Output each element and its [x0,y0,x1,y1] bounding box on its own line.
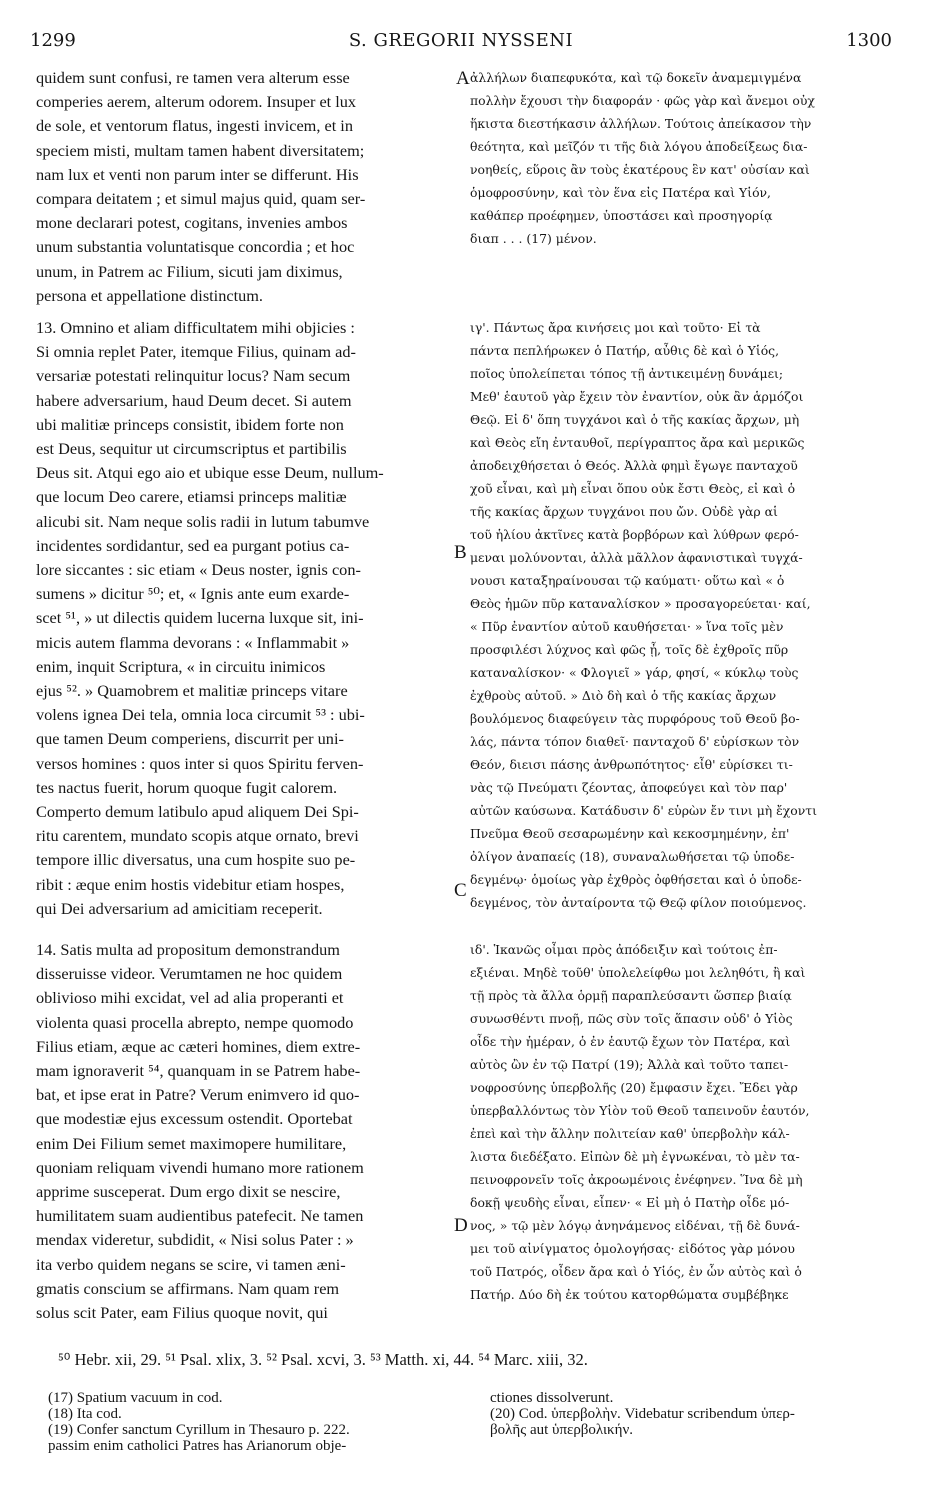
text-line: tempore illic diversatus, una cum hospite suo pe- [36,850,356,870]
margin-letter-d: D [454,1215,468,1236]
text-line: τῇ πρὸς τὰ ἄλλα ὁρμῇ παραπλεύσαντι ὥσπερ βιαίᾳ [470,988,792,1003]
text-line: νὰς τῷ Πνεύματι ζέοντας, ἀποφεύγει καὶ τὸν παρ' [470,780,788,795]
text-line: ὁμοφροσύνην, καὶ τὸν ἕνα εἰς Πατέρα καὶ Υἱόν, [470,185,771,200]
text-line: est Deus, sequitur ut circumscriptus et partibilis [36,439,347,459]
greek-paragraph-1 [470,66,892,250]
text-line: καθάπερ προέφημεν, ὑποστάσει καὶ προσηγορίᾳ [470,208,773,223]
text-line: violenta quasi procella abrepto, nempe quomodo [36,1012,354,1032]
text-line: gmatis conscium se affirmans. Nam quam rem [36,1278,340,1298]
text-line: προσφιλέσι λύχνος καὶ φῶς ᾖ, τοῖς δὲ ἐχθροῖς πῦρ [470,642,789,657]
text-line: καταναλίσκον· « Φλογιεῖ » γάρ, φησί, « κύκλῳ τοὺς [470,665,799,680]
text-line: λιστα διεδέξατο. Εἰπὼν δὲ μὴ ἐγνωκέναι, τὸ μὲν τα- [470,1149,800,1164]
text-line: Θεῷ. Εἰ δ' ὅπη τυγχάνοι καὶ ὁ τῆς κακίας ἄρχων, μὴ [470,412,800,427]
text-line: ἐχθροὺς αὐτοῦ. » Διὸ δὴ καὶ ὁ τῆς κακίας ἄρχων [470,688,777,703]
text-line: scet ⁵¹, » ut dilectis quidem lucerna luxque sit, ini- [36,608,364,628]
latin-paragraph-14 [36,938,456,1325]
text-line: νος, » τῷ μὲν λόγῳ ἀνηνάμενος εἰδέναι, τῇ δὲ δυνά- [470,1218,800,1233]
text-line: apprime susceperat. Dum ergo dixit se nescire, [36,1182,341,1202]
text-line: νοηθείς, εὕροις ἂν τοὺς ἑκατέρους ἓν κατ' οὐσίαν καὶ [470,162,810,177]
text-line: συνωσθέντι πνοῇ, πῶς σὺν τοῖς ἅπασιν οὐδ' ὁ Υἱὸς [470,1011,793,1026]
text-line: micis autem flamma devorans : « Inflammabit » [36,632,350,652]
margin-letter-c: C [454,880,467,901]
text-line: disseruisse videor. Verumtamen ne hoc quidem [36,964,343,984]
text-line: Πνεῦμα Θεοῦ σεσαρωμένην καὶ κεκοσμημένην, ἐπ' [470,826,790,841]
text-line: ὀλίγον ἀναπαείς (18), συναναλωθήσεται τῷ ὑποδε- [470,849,795,864]
text-line: (17) Spatium vacuum in cod. [48,1390,223,1406]
text-line: καὶ Θεὸς εἴη ἐνταυθοῖ, περίγραπτος ἄρα καὶ μερικῶς [470,435,805,450]
text-line: αὐτὸς ὢν ἐν τῷ Πατρί (19); Ἀλλὰ καὶ τοῦτο ταπει- [470,1057,789,1072]
text-line: Deus sit. Atqui ego aio et ubique esse Deum, nullum- [36,463,384,483]
text-line: πάντα πεπλήρωκεν ὁ Πατήρ, αὖθις δὲ καὶ ὁ Υἱός, [470,343,780,358]
text-line: ita verbo quidem negans se scire, vi tamen æni- [36,1254,346,1274]
text-line: 14. Satis multa ad propositum demonstrandum [36,940,340,959]
text-line: (18) Ita cod. [48,1406,122,1422]
text-line: speciem misti, multam tamen habent diversitatem; [36,140,365,160]
text-line: incidentes sordidantur, sed ea purgant potius ca- [36,535,350,555]
text-line: πεινοφρονεῖν τοῖς ἀκροωμένοις ἐνέφηνεν. Ἵνα δὲ μὴ [470,1172,803,1187]
text-line: sumens » dicitur ⁵⁰; et, « Ignis ante eum exarde- [36,584,350,604]
text-line: ubi malitiæ princeps consistit, ibidem forte non [36,414,344,434]
text-line: ἀποδειχθήσεται ὁ Θεός. Ἀλλὰ φημὶ ἔγωγε πανταχοῦ [470,458,798,473]
text-line: que tamen Deum comperiens, discurrit per uni- [36,729,344,749]
text-line: τοῦ Πατρός, οἶδεν ἄρα καὶ ὁ Υἱός, ἐν ὧν αὐτὸς καὶ ὁ [470,1264,802,1279]
text-line: mendax videretur, subdidit, « Nisi solus Pater : » [36,1230,354,1250]
text-line: ctiones dissolverunt. [490,1390,614,1406]
text-line: comperies aerem, alterum odorem. Insuper et lux [36,92,357,112]
latin-paragraph-13 [36,316,456,921]
text-line: solus scit Pater, eam Filius quoque novit, qui [36,1303,328,1323]
text-line: enim Dei Filium semet maximopere humilitare, [36,1133,347,1153]
text-line: quoniam reliquam vivendi humano more rationem [36,1157,364,1177]
text-line: ἥκιστα διεστήκασιν ἀλλήλων. Τούτοις ἀπείκασον τὴν [470,116,812,131]
text-line: Μεθ' ἑαυτοῦ γὰρ ἔχειν τὸν ἐναντίον, οὐκ ἂν ἁρμόζοι [470,389,804,404]
text-line: oblivioso mihi excidat, vel ad alia properanti et [36,988,344,1008]
text-line: habere adversarium, haud Deum decet. Si autem [36,390,352,410]
text-line: βολῆς aut ὑπερβολικήν. [490,1422,633,1438]
text-line: mam ignoraverit ⁵⁴, quanquam in se Patrem habe- [36,1061,361,1081]
text-line: compara deitatem ; et simul majus quid, quam ser- [36,189,366,209]
text-line: τῆς κακίας ἄρχων τυγχάνοι που ὤν. Οὐδὲ γὰρ αἱ [470,504,778,519]
text-line: versariæ potestati relinquitur locus? Nam secum [36,366,351,386]
text-line: ejus ⁵². » Quamobrem et malitiæ princeps vitare [36,681,348,701]
running-title: S. GREGORII NYSSENI [348,30,574,51]
text-line: ritu carentem, mundato scopis atque ornato, brevi [36,826,359,846]
left-page-number: 1299 [30,30,76,51]
text-line: de sole, et ventorum flatus, ingesti invicem, et in [36,116,353,136]
text-line: qui Dei adversarium ad amicitiam receperit. [36,898,323,918]
text-line: mone declarari potest, cogitans, invenies ambos [36,213,348,233]
text-line: versos homines : quos inter si quos Spiritu ferven- [36,753,364,773]
text-line: διαπ . . . (17) μένον. [470,231,597,246]
text-line: οἶδε τὴν ἡμέραν, ὁ ἐν ἑαυτῷ ἔχων τὸν Πατέρα, καὶ [470,1034,791,1049]
text-line: (19) Confer sanctum Cyrillum in Thesauro p. 222. [48,1422,350,1438]
text-line: quidem sunt confusi, re tamen vera alterum esse [36,68,350,87]
text-line: λάς, πάντα τόπον διαθεῖ· πανταχοῦ δ' εὑρίσκων τὸν [470,734,800,749]
text-line: ribit : æque enim hostis videbitur etiam hospes, [36,874,345,894]
text-line: que modestiæ ejus excessum ostendit. Oportebat [36,1109,353,1129]
text-line: νουσι καταξηραίνουσαι τῷ καύματι· οὕτω καὶ « ὁ [470,573,785,588]
greek-paragraph-14 [470,938,892,1306]
text-line: ἐπεὶ καὶ τὴν ἄλλην πολιτείαν καθ' ὑπερβολὴν κάλ- [470,1126,790,1141]
text-line: αὐτῶν καύσωνα. Κατάδυσιν δ' εὑρὼν ἔν τινι μὴ ἔχοντι [470,803,817,818]
text-line: ποῖος ὑπολείπεται τόπος τῇ ἀντικειμένῃ δυνάμει; [470,366,784,381]
right-page-number: 1300 [846,30,892,51]
page-header [30,30,892,56]
text-line: lore siccantes : sic etiam « Deus noster, ignis con- [36,560,361,580]
text-line: βουλόμενος διαφεύγειν τὰς πυρφόρους τοῦ Θεοῦ βο- [470,711,800,726]
text-line: alicubi sit. Nam neque solis radii in lutum tabumve [36,511,370,531]
text-line: humilitatem suam audientibus patefecit. Ne tamen [36,1206,364,1226]
text-line: ιγ'. Πάντως ἄρα κινήσεις μοι καὶ τοῦτο· Εἰ τὰ [470,320,761,335]
latin-paragraph-1 [36,66,456,308]
text-line: « Πῦρ ἐναντίον αὐτοῦ καυθήσεται· » ἵνα τοῖς μὲν [470,619,784,634]
text-line: ιδ'. Ἱκανῶς οἶμαι πρὸς ἀπόδειξιν καὶ τούτοις ἐπ- [470,942,778,957]
margin-letter-a: A [456,68,470,89]
text-line: unum, in Patrem ac Filium, sicuti jam diximus, [36,261,343,281]
text-line: δοκῇ ψευδὴς εἶναι, εἶπεν· « Εἰ μὴ ὁ Πατὴρ οἶδε μό- [470,1195,790,1210]
text-line: θεότητα, καὶ μεῖζόν τι τῆς διὰ λόγου ἀποδείξεως δια- [470,139,808,154]
text-line: tes nactus fuerit, horum quoque fugit calorem. [36,777,338,797]
text-line: passim enim catholici Patres has Arianorum obje- [48,1438,347,1454]
text-line: δεγμένος, τὸν ἀνταίροντα τῷ Θεῷ φίλον ποιούμενος. [470,895,807,910]
text-line: persona et appellatione distinctum. [36,285,263,305]
text-line: δεγμένῳ· ὁμοίως γὰρ ἐχθρὸς ὀφθήσεται καὶ ὁ ὑποδε- [470,872,802,887]
text-line: ἀλλήλων διαπεφυκότα, καὶ τῷ δοκεῖν ἀναμεμιγμένα [470,70,802,85]
text-line: (20) Cod. ὑπερβολὴν. Videbatur scribendum ὑπερ- [490,1406,795,1422]
text-line: nam lux et venti non parum inter se differunt. His [36,164,359,184]
text-line: ὑπερβαλλόντως τὸν Υἱὸν τοῦ Θεοῦ ταπεινοῦν ἑαυτόν, [470,1103,810,1118]
text-line: bat, et ipse erat in Patre? Verum enimvero id quo- [36,1085,360,1105]
text-line: μεναι μολύνονται, ἀλλὰ μᾶλλον ἀφανιστικαὶ τυγχά- [470,550,803,565]
text-line: unum substantia voluntatisque concordia ; et hoc [36,237,355,257]
text-line: Si omnia replet Pater, itemque Filius, quinam ad- [36,342,356,362]
text-line: enim, inquit Scriptura, « in circuitu inimicos [36,656,326,676]
text-line: 13. Omnino et aliam difficultatem mihi objicies : [36,318,355,337]
text-line: τοῦ ἡλίου ἀκτῖνες κατὰ βορβόρων καὶ λύθρων φερό- [470,527,799,542]
text-line: que locum Deo carere, etiamsi princeps malitiæ [36,487,347,507]
text-line: χοῦ εἶναι, καὶ μὴ εἶναι ὅπου οὐκ ἔστι Θεὸς, εἰ καὶ ὁ [470,481,796,496]
text-line: Filius etiam, æque ac cæteri homines, diem extre- [36,1036,361,1056]
footnotes-left [48,1390,458,1454]
text-line: μει τοῦ αἰνίγματος ὁμολογήσας· εἰδότος γὰρ μόνου [470,1241,795,1256]
text-line: Comperto demum latibulo apud aliquem Dei Spi- [36,802,359,822]
greek-paragraph-13 [470,316,892,914]
text-line: Θεόν, διεισι πάσης ἀνθρωπότητος· εἶθ' εὑρίσκει τι- [470,757,793,772]
text-line: πολλὴν ἔχουσι τὴν διαφοράν · φῶς γὰρ καὶ ἄνεμοι οὐχ [470,93,815,108]
text-line: Θεὸς ἡμῶν πῦρ καταναλίσκον » προσαγορεύεται· καί, [470,596,811,611]
text-line: volens ignea Dei tela, omnia loca circumit ⁵³ : ubi- [36,705,365,725]
margin-letter-b: B [454,542,467,563]
text-line: εξιέναι. Μηδὲ τοῦθ' ὑπολελείφθω μοι λεληθότι, ἢ καὶ [470,965,806,980]
footnotes-right [490,1390,900,1438]
text-line: νοφροσύνης ὑπερβολῆς (20) ἔμφασιν ἔχει. Ἔδει γὰρ [470,1080,798,1095]
scripture-references: ⁵⁰ Hebr. xii, 29. ⁵¹ Psal. xlix, 3. ⁵² Psal. xcvi, 3. ⁵³ Matth. xi, 44. ⁵⁴ Marc. xiii, 32. [58,1350,588,1369]
text-line: Πατήρ. Δύο δὴ ἐκ τούτου κατορθώματα συμβέβηκε [470,1287,789,1302]
